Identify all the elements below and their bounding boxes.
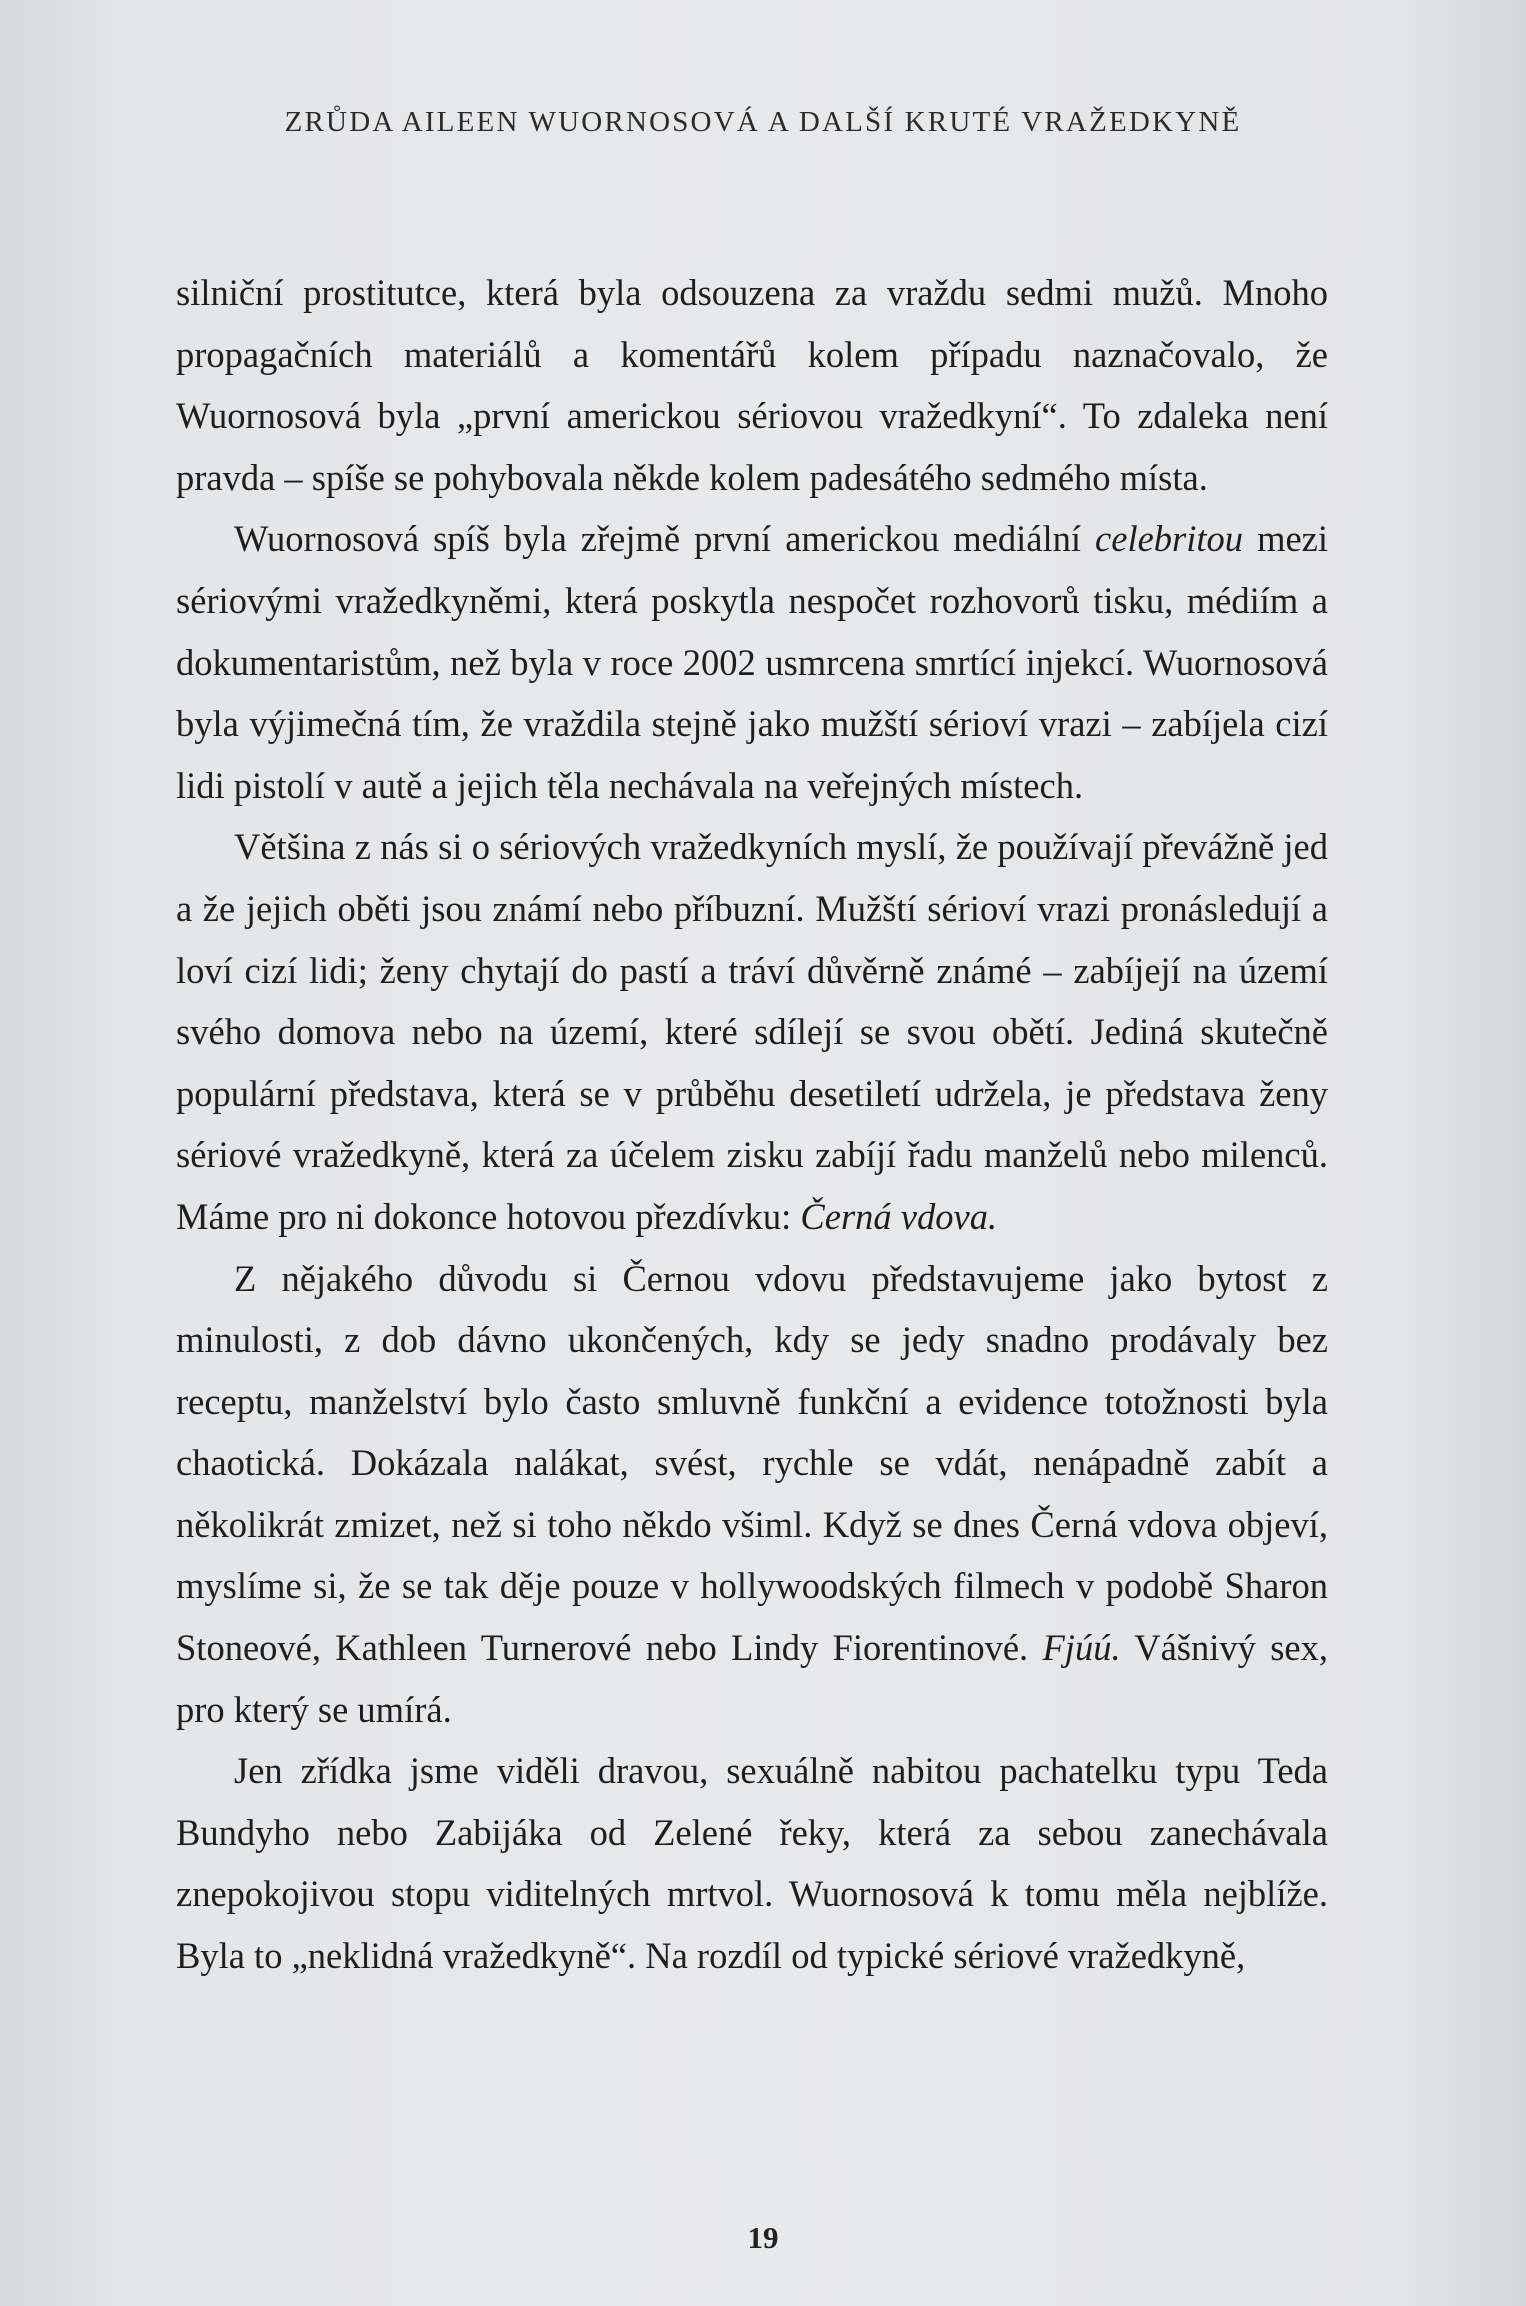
paragraph-4-text-start: Z nějakého důvodu si Černou vdovu představujeme jako bytost z minulosti, z dob dávno ukončených, kdy se jedy snadno prodávaly bez receptu, manželství bylo často smluvně funkční a evidence totožnosti byla chaotická. Dokázala nalákat, svést, rychle se vdát, nenápadně zabít a několikrát zmizet, než si toho někdo všiml. Když se dnes Černá vdova objeví, myslíme si, že se tak děje pouze v hollywoodských filmech v podobě Sharon Stoneové, Kathleen Turnerové nebo Lindy Fiorentinové.: [176, 1257, 1328, 1669]
paragraph-4-text-end: Vášnivý sex, pro který se umírá.: [176, 1627, 1329, 1730]
paragraph-2-text-end: mezi sériovými vražedkyněmi, která poskytla nespočet rozhovorů tisku, médiím a dokumentaristům, než byla v roce 2002 usmrcena smrtící injekcí. Wuornosová byla výjimečná tím, že vraždila stejně jako mužští sérioví vrazi – zabíjela cizí lidi pistolí v autě a jejich těla nechávala na veřejných místech.: [176, 518, 1329, 806]
paragraph-3-text: Většina z nás si o sériových vražedkyních myslí, že používají převážně jed a že jejich oběti jsou známí nebo příbuzní. Mužští sérioví vrazi pronásledují a loví cizí lidi; ženy chytají do pastí a tráví důvěrně známé – zabíjejí na území svého domova nebo na území, které sdílejí se svou obětí. Jediná skutečně populární představa, která se v průběhu desetiletí udržela, je představa ženy sériové vražedkyně, která za účelem zisku zabíjí řadu manželů nebo milenců. Máme pro ni dokonce hotovou přezdívku:: [176, 826, 1328, 1237]
paragraph-5-text: Jen zřídka jsme viděli dravou, sexuálně nabitou pachatelku typu Teda Bundyho nebo Zabijáka od Zelené řeky, která za sebou zanechávala znepokojivou stopu viditelných mrtvol. Wuornosová k tomu měla nejblíže. Byla to „neklidná vražedkyně“. Na rozdíl od typické sériové vražedkyně,: [176, 1750, 1328, 1977]
paragraph-4: [176, 1248, 1328, 1741]
paragraph-2-italic: celebritou: [1095, 518, 1244, 560]
paragraph-2-text-start: Wuornosová spíš byla zřejmě první americkou mediální: [234, 518, 1096, 560]
paragraph-1: [176, 262, 1328, 508]
body-text: [176, 262, 1328, 1987]
paragraph-3: [176, 816, 1328, 1247]
paragraph-4-italic: Fjúú.: [1042, 1627, 1121, 1669]
running-head: ZRŮDA AILEEN WUORNOSOVÁ A DALŠÍ KRUTÉ VRAŽEDKYNĚ: [284, 106, 1242, 138]
paragraph-1-text: silniční prostitutce, která byla odsouzena za vraždu sedmi mužů. Mnoho propagačních materiálů a komentářů kolem případu naznačovalo, že Wuornosová byla „první americkou sériovou vražedkyní“. To zdaleka není pravda – spíše se pohybovala někde kolem padesátého sedmého místa.: [176, 272, 1328, 498]
paragraph-5: [176, 1740, 1328, 1986]
paragraph-3-italic: Černá vdova.: [800, 1195, 998, 1237]
page-number: 19: [747, 2220, 779, 2255]
paragraph-2: [176, 508, 1328, 816]
